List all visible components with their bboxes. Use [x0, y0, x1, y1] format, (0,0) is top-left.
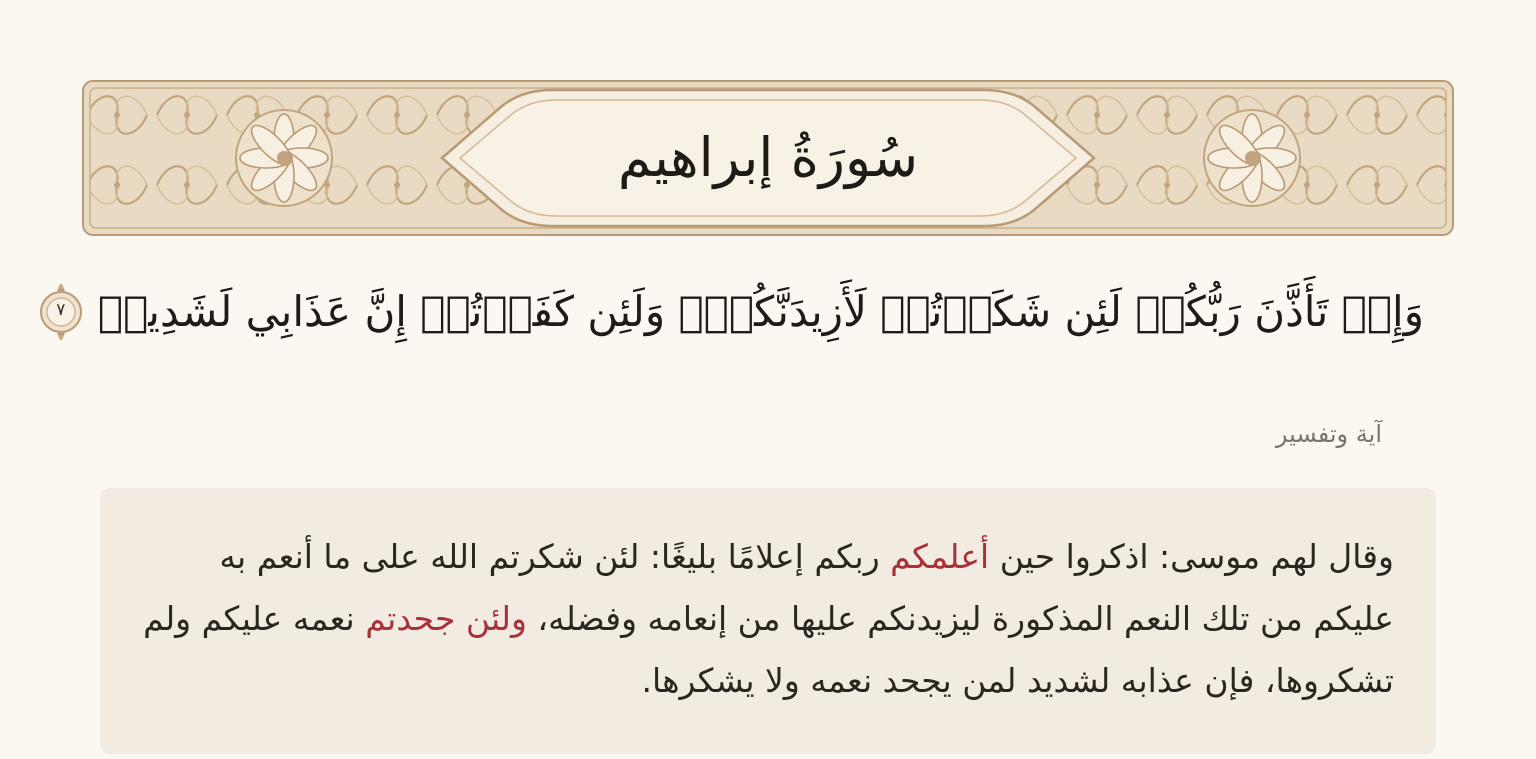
tafsir-label[interactable]: آية وتفسير	[1275, 420, 1382, 448]
tafsir-segment: نعمه عليكم ولم تشكروها، فإن عذابه لشديد لمن يجحد نعمه ولا يشكرها.	[143, 599, 1394, 700]
surah-header-banner	[82, 80, 1454, 236]
tafsir-highlight: أعلمكم	[890, 537, 990, 576]
ayah-number: ٧	[56, 300, 66, 320]
tafsir-segment: وقال لهم موسى: اذكروا حين	[989, 537, 1394, 576]
tafsir-segment: ربكم إعلامًا بليغًا: لئن شكرتم الله على ما أنعم به عليكم من تلك النعم المذكورة ليزيدنكم عليها من إنعامه وفضله،	[219, 537, 1394, 638]
verse-text[interactable]: وَإِذۡ تَأَذَّنَ رَبُّكُمۡ لَئِن شَكَرۡتُمۡ لَأَزِيدَنَّكُمۡۖ وَلَئِن كَفَرۡتُمۡ إِنَّ عَذَابِي لَشَدِيدٞ	[97, 287, 1424, 336]
verse-line[interactable]	[56, 262, 1424, 362]
tafsir-text	[140, 526, 1394, 712]
ayah-number-marker	[38, 281, 84, 343]
surah-title: سُورَةُ إبراهيم	[617, 126, 919, 189]
tafsir-highlight: ولئن جحدتم	[365, 599, 527, 638]
tafsir-box	[100, 488, 1436, 754]
